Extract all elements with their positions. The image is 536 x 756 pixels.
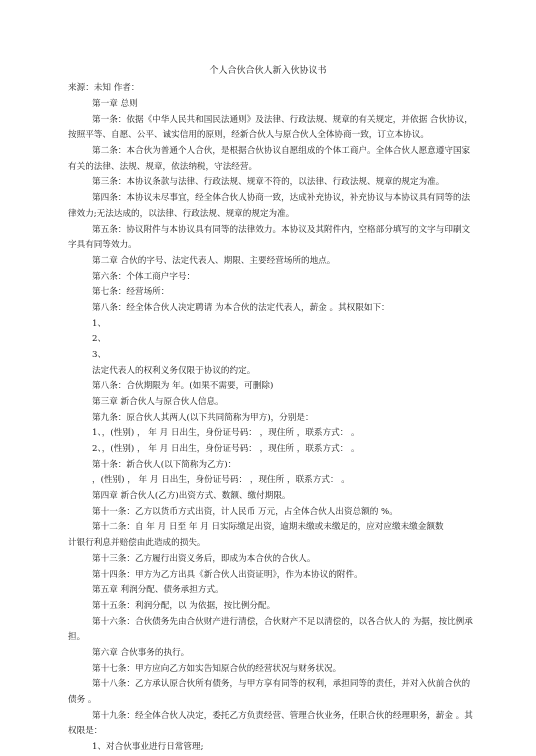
- paragraph-line: 第一条：依据《中华人民共和国民法通则》及法律、行政法规、规章的有关规定，并依据 合伙协议，: [92, 114, 473, 125]
- paragraph-line: 第八条：合伙期限为 年。(如果不需要，可删除): [92, 381, 274, 392]
- paragraph-line: 债务 。: [68, 695, 97, 705]
- list-item: 2、，(性别) ， 年 月 日出生，身份证号码： ，现住所 ，联系方式： 。: [92, 444, 360, 454]
- list-item: 1、对合伙事业进行日常管理;: [92, 742, 204, 752]
- paragraph-line: 第三条：本协议条款与法律、行政法规、规章不符的，以法律、行政法规、规章的规定为准。: [92, 177, 445, 188]
- paragraph-line: 第六条：个体工商户字号：: [92, 271, 196, 282]
- chapter-heading: 第五章 利润分配、债务承担方式。: [92, 585, 224, 596]
- paragraph-line: 第十一条：乙方以货币方式出资，计人民币 万元，占全体合伙人出资总额的 %。: [92, 506, 398, 517]
- paragraph-line: 第五条：协议附件与本协议具有同等的法律效力。本协议及其附件内，空格部分填写的文字与印刷文: [92, 224, 471, 235]
- document-source: 来源：未知 作者：: [68, 83, 140, 93]
- paragraph-line: 第十三条：乙方履行出资义务后，即成为本合伙的合伙人。: [92, 553, 316, 564]
- paragraph-line: 第十七条：甲方应向乙方如实告知原合伙的经营状况与财务状况。: [92, 663, 342, 674]
- paragraph-line: 计银行利息并赔偿由此造成的损失。: [68, 538, 206, 549]
- paragraph-line: 第七条：经营场所：: [92, 287, 170, 298]
- paragraph-line: 第十条：新合伙人(以下简称为乙方)：: [92, 459, 237, 470]
- paragraph-line: 第十八条：乙方承认原合伙所有债务，与甲方享有同等的权利，承担同等的责任，并对入伙前合伙的: [92, 679, 471, 690]
- paragraph-line: 第十二条：自 年 月 日至 年 月 日实际缴足出资，逾期未缴或未缴足的，应对应缴未缴金额数: [92, 522, 444, 533]
- paragraph-line: 字具有同等效力。: [68, 240, 137, 251]
- chapter-heading: 第二章 合伙的字号、法定代表人、期限、主要经营场所的地点。: [92, 255, 336, 266]
- paragraph-line: 第十六条：合伙债务先由合伙财产进行清偿，合伙财产不足以清偿的，以各合伙人的 为据，按比例承: [92, 616, 473, 627]
- list-item: 1、，(性别) ， 年 月 日出生，身份证号码： ，现住所 ，联系方式： 。: [92, 428, 360, 439]
- paragraph-line: 担。: [68, 632, 86, 643]
- paragraph-line: 第九条：原合伙人其两人(以下共同简称为甲方)，分别是：: [92, 412, 314, 423]
- paragraph-line: 第十九条：经全体合伙人决定，委托乙方负责经营、管理合伙业务，任职合伙的经理职务，薪金 。其: [92, 710, 473, 721]
- paragraph-line: 有关的法律、法规、规章，依法纳税，守法经营。: [68, 161, 258, 172]
- chapter-heading: 第六章 合伙事务的执行。: [92, 647, 190, 658]
- list-item: ，(性别) ， 年 月 日出生，身份证号码： ，现住所 ，联系方式： 。: [92, 475, 350, 486]
- chapter-heading: 第一章 总则: [92, 99, 138, 109]
- list-item: 1、: [92, 318, 107, 329]
- chapter-heading: 第四章 新合伙人(乙方)出资方式、数额、缴付期限。: [92, 491, 291, 502]
- paragraph-line: 第八条：经全体合伙人决定聘请 为本合伙的法定代表人，薪金 。其权限如下：: [92, 302, 390, 313]
- paragraph-line: 第十四条：甲方为乙方出具《新合伙人出资证明》，作为本协议的附件。: [92, 569, 363, 580]
- paragraph-line: 法定代表人的权利义务仅限于协议的约定。: [92, 365, 256, 376]
- paragraph-line: 第十五条：利润分配，以 为依据，按比例分配。: [92, 600, 276, 611]
- paragraph-line: 第二条：本合伙为普通个人合伙，是根据合伙协议自愿组成的个体工商户。全体合伙人愿意遵守国家: [92, 146, 471, 156]
- paragraph-line: 权限是：: [68, 726, 103, 737]
- list-item: 2、: [92, 334, 107, 345]
- list-item: 3、: [92, 349, 107, 360]
- paragraph-line: 律效力;无法达成的，以法律、行政法规、规章的规定为准。: [68, 208, 295, 219]
- paragraph-line: 按照平等、自愿、公平、诚实信用的原则，经新合伙人与原合伙人全体协商一致，订立本协议。: [68, 130, 429, 141]
- chapter-heading: 第三章 新合伙人与原合伙人信息。: [92, 397, 224, 407]
- document-title: 个人合伙合伙人新入伙协议书: [209, 66, 327, 76]
- paragraph-line: 第四条：本协议未尽事宜，经全体合伙人协商一致，达成补充协议，补充协议与本协议具有同等的法: [92, 193, 471, 204]
